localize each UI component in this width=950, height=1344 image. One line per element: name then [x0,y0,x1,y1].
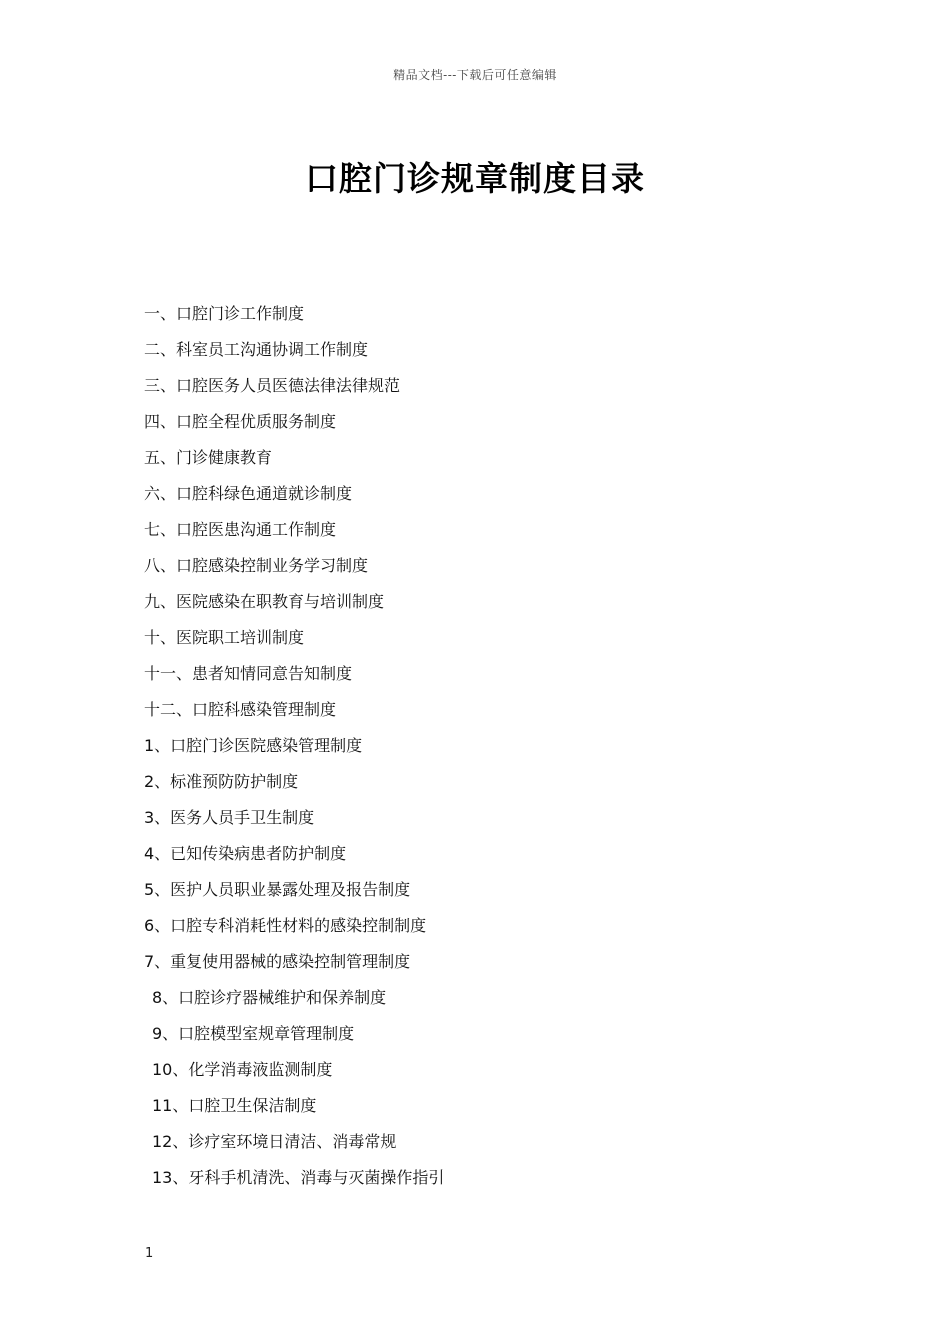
toc-item: 五、门诊健康教育 [144,448,273,467]
toc-item: 九、医院感染在职教育与培训制度 [144,592,385,611]
toc-item: 11、口腔卫生保洁制度 [152,1096,317,1115]
toc-item: 十、医院职工培训制度 [144,628,305,647]
toc-item: 十一、患者知情同意告知制度 [144,664,353,683]
toc-item: 四、口腔全程优质服务制度 [144,412,337,431]
toc-item: 七、口腔医患沟通工作制度 [144,520,337,539]
table-of-contents [144,300,844,1200]
toc-item: 一、口腔门诊工作制度 [144,304,305,323]
toc-item: 9、口腔模型室规章管理制度 [152,1024,355,1043]
page-header: 精品文档---下载后可任意编辑 [393,68,557,82]
toc-item: 10、化学消毒液监测制度 [152,1060,333,1079]
document-title: 口腔门诊规章制度目录 [305,159,645,198]
toc-item: 三、口腔医务人员医德法律法律规范 [144,376,401,395]
toc-item: 6、口腔专科消耗性材料的感染控制制度 [144,916,427,935]
toc-item: 八、口腔感染控制业务学习制度 [144,556,369,575]
toc-item: 3、医务人员手卫生制度 [144,808,315,827]
toc-item: 1、口腔门诊医院感染管理制度 [144,736,363,755]
toc-item: 12、诊疗室环境日清洁、消毒常规 [152,1132,397,1151]
page-number: 1 [145,1246,154,1261]
toc-item: 7、重复使用器械的感染控制管理制度 [144,952,411,971]
toc-item: 5、医护人员职业暴露处理及报告制度 [144,880,411,899]
toc-item: 4、已知传染病患者防护制度 [144,844,347,863]
toc-item: 十二、口腔科感染管理制度 [144,700,337,719]
toc-item: 8、口腔诊疗器械维护和保养制度 [152,988,387,1007]
toc-item: 2、标准预防防护制度 [144,772,299,791]
toc-item: 二、科室员工沟通协调工作制度 [144,340,369,359]
toc-item: 六、口腔科绿色通道就诊制度 [144,484,353,503]
toc-item: 13、牙科手机清洗、消毒与灭菌操作指引 [152,1168,445,1187]
